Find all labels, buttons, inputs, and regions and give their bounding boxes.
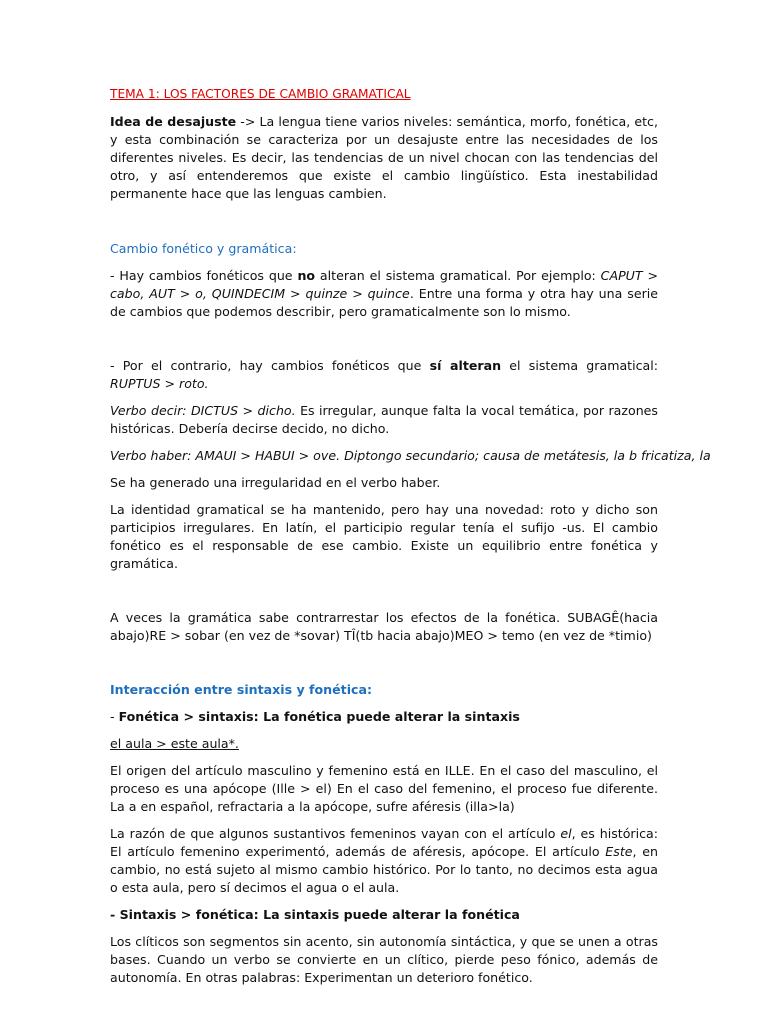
emphasis-no: no (297, 268, 316, 283)
paragraph-text: , en cambio, no está sujeto al mismo cambio histórico. Por lo tanto, no decimos esta agua o esta aula, pero sí decimos el agua o el aula. (110, 844, 658, 895)
paragraph-text: - Hay cambios fonéticos que (110, 268, 298, 283)
paragraph-text: el sistema gramatical: (501, 358, 659, 373)
paragraph-contrarrestar: A veces la gramática sabe contrarrestar los efectos de la fonética. SUBAGÊ(hacia abajo)RE > sobar (en vez de *sovar) TÎ(tb hacia abajo)MEO > temo (en vez de *timio) (110, 610, 658, 643)
paragraph-text: , es histórica: El artículo femenino experimentó, además de aféresis, apócope. El artículo (110, 826, 658, 859)
dash: - (110, 709, 119, 724)
subheading-sintaxis-fonetica: - Sintaxis > fonética: La sintaxis puede alterar la fonética (110, 907, 520, 922)
example-italic: Verbo decir: DICTUS > dicho. (110, 403, 296, 418)
document-body (110, 85, 711, 987)
paragraph-origen-articulo: El origen del artículo masculino y femenino está en ILLE. En el caso del masculino, el proceso es una apócope (Ille > el) En el caso del femenino, el proceso fue diferente. La a en español, refractaria a la apócope, sufre aféresis (illa>la) (110, 763, 658, 814)
emphasis-si-alteran: sí alteran (429, 358, 502, 373)
paragraph-identidad: La identidad gramatical se ha mantenido, pero hay una novedad: roto y dicho son participios irregulares. En latín, el participio regular tenía el sufijo -us. El cambio fonético es el responsable de ese cambio. Existe un equilibrio entre fonética y gramática. (110, 502, 658, 571)
italic-este: Este (605, 844, 633, 859)
paragraph-irregularidad: Se ha generado una irregularidad en el verbo haber. (110, 475, 441, 490)
example-italic: CAPUT > cabo, AUT > o, QUINDECIM > quinze > quince (110, 268, 659, 301)
paragraph-text: Es irregular, aunque falta la vocal temática, por razones históricas. Debería decirse decido, no dicho. (110, 403, 658, 436)
heading-cambio-fonetico: Cambio fonético y gramática: (110, 241, 297, 256)
term-desajuste: Idea de desajuste (110, 114, 237, 129)
paragraph-razon (110, 825, 658, 897)
paragraph-text: . Entre una forma y otra hay una serie de cambios que podemos describir, pero gramaticalmente son lo mismo. (110, 286, 658, 319)
paragraph-text: alteran el sistema gramatical. Por ejemplo: (315, 268, 601, 283)
paragraph-text: - Por el contrario, hay cambios fonéticos que (110, 358, 430, 373)
paragraph-verbo-decir (110, 402, 658, 438)
subheading-text: Fonética > sintaxis: La fonética puede alterar la sintaxis (118, 709, 520, 724)
paragraph-text: -> La lengua tiene varios niveles: semántica, morfo, fonética, etc, y esta combinación se caracteriza por un desajuste entre las necesidades de los diferentes niveles. Es decir, las tendencias de un nivel chocan con las tendencias del otro, y así entenderemos que existe el cambio lingüístico. Esta inestabilidad permanente hace que las lenguas cambien. (110, 114, 658, 201)
italic-el: el (560, 826, 572, 841)
paragraph-cliticos: Los clíticos son segmentos sin acento, sin autonomía sintáctica, y que se unen a otras bases. Cuando un verbo se convierte en un clítico, pierde peso fónico, además de autonomía. En otras palabras: Experimentan un deterioro fonético. (110, 934, 658, 985)
subheading-fonetica-sintaxis (110, 708, 658, 726)
paragraph-desajuste (110, 113, 658, 203)
paragraph-no-alteran (110, 267, 658, 321)
paragraph-text: La razón de que algunos sustantivos femeninos vayan con el artículo (110, 826, 561, 841)
paragraph-si-alteran (110, 357, 658, 393)
heading-interaccion: Interacción entre sintaxis y fonética: (110, 682, 373, 697)
example-el-aula: el aula > este aula*. (110, 736, 239, 751)
document-title: TEMA 1: LOS FACTORES DE CAMBIO GRAMATICAL (110, 87, 411, 101)
example-italic: RUPTUS > roto. (110, 376, 209, 391)
paragraph-verbo-haber: Verbo haber: AMAUI > HABUI > ove. Diptongo secundario; causa de metátesis, la b fricatiza, la (110, 448, 711, 463)
